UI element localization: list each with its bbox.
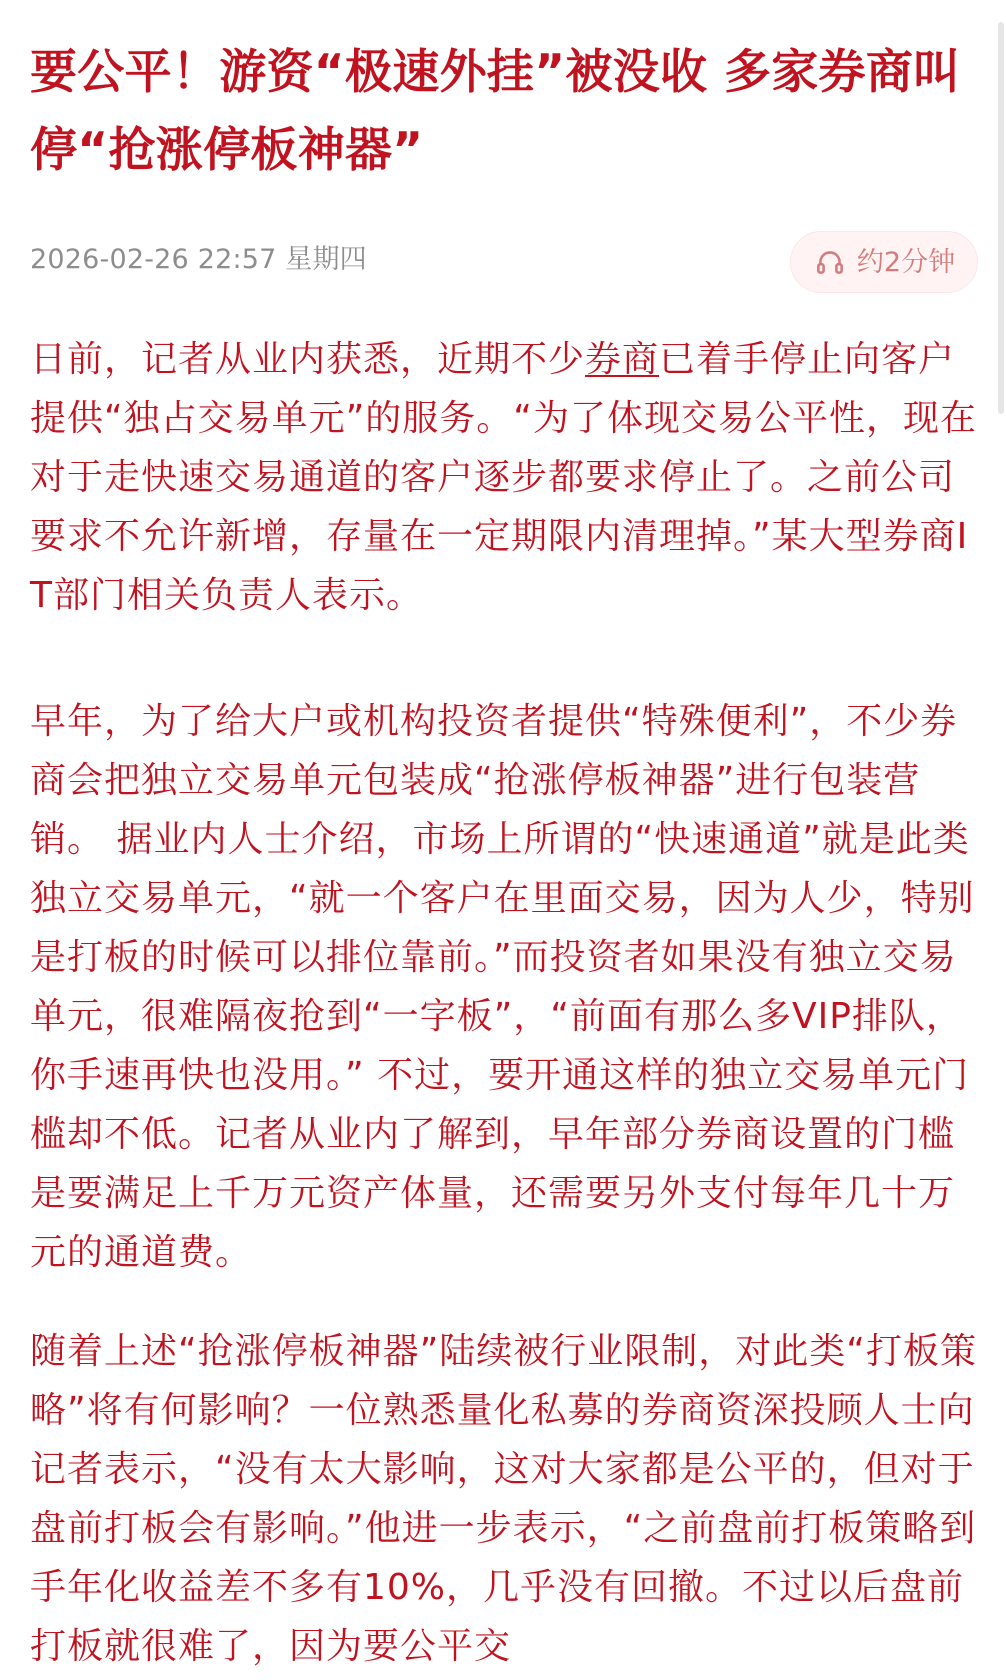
paragraph-1-before-link: 日前，记者从业内获悉，近期不少	[30, 339, 586, 380]
broker-link[interactable]: 券商	[585, 339, 660, 380]
listen-button[interactable]	[790, 231, 978, 293]
vertical-scrollbar-track[interactable]	[994, 0, 1006, 1680]
headphones-icon	[813, 245, 847, 279]
article-paragraph-2: 早年，为了给大户或机构投资者提供“特殊便利”，不少券商会把独立交易单元包装成“抢涨停板神器”进行包装营销。 据业内人士介绍，市场上所谓的“快速通道”就是此类独立交易单元，“就一个客户在里面交易，因为人少，特别是打板的时候可以排位靠前。”而投资者如果没有独立交易单元，很难隔夜抢到“一字板”，“前面有那么多VIP排队，你手速再快也没用。” 不过，要开通这样的独立交易单元门槛却不低。记者从业内了解到，早年部分券商设置的门槛是要满足上千万元资产体量，还需要另外支付每年几十万元的通道费。	[30, 701, 975, 1273]
article-paragraph-1	[30, 330, 980, 625]
paragraph-1-after-link: 已着手停止向客户提供“独占交易单元”的服务。“为了体现交易公平性，现在对于走快速交易通道的客户逐步都要求停止了。之前公司要求不允许新增，存量在一定期限内清理掉。”某大型券商IT部门相关负责人表示。	[30, 339, 977, 616]
vertical-scrollbar-thumb[interactable]	[998, 22, 1004, 414]
article-title: 要公平！游资“极速外挂”被没收 多家券商叫停“抢涨停板神器”	[30, 45, 961, 178]
publish-date: 2026-02-26 22:57 星期四	[30, 244, 367, 275]
listen-duration: 约2分钟	[856, 246, 956, 278]
article-paragraph-3: 随着上述“抢涨停板神器”陆续被行业限制，对此类“打板策略”将有何影响？一位熟悉量化私募的券商资深投顾人士向记者表示，“没有太大影响，这对大家都是公平的，但对于盘前打板会有影响。”他进一步表示，“之前盘前打板策略到手年化收益差不多有10%，几乎没有回撤。不过以后盘前打板就很难了，因为要公平交	[30, 1331, 977, 1667]
